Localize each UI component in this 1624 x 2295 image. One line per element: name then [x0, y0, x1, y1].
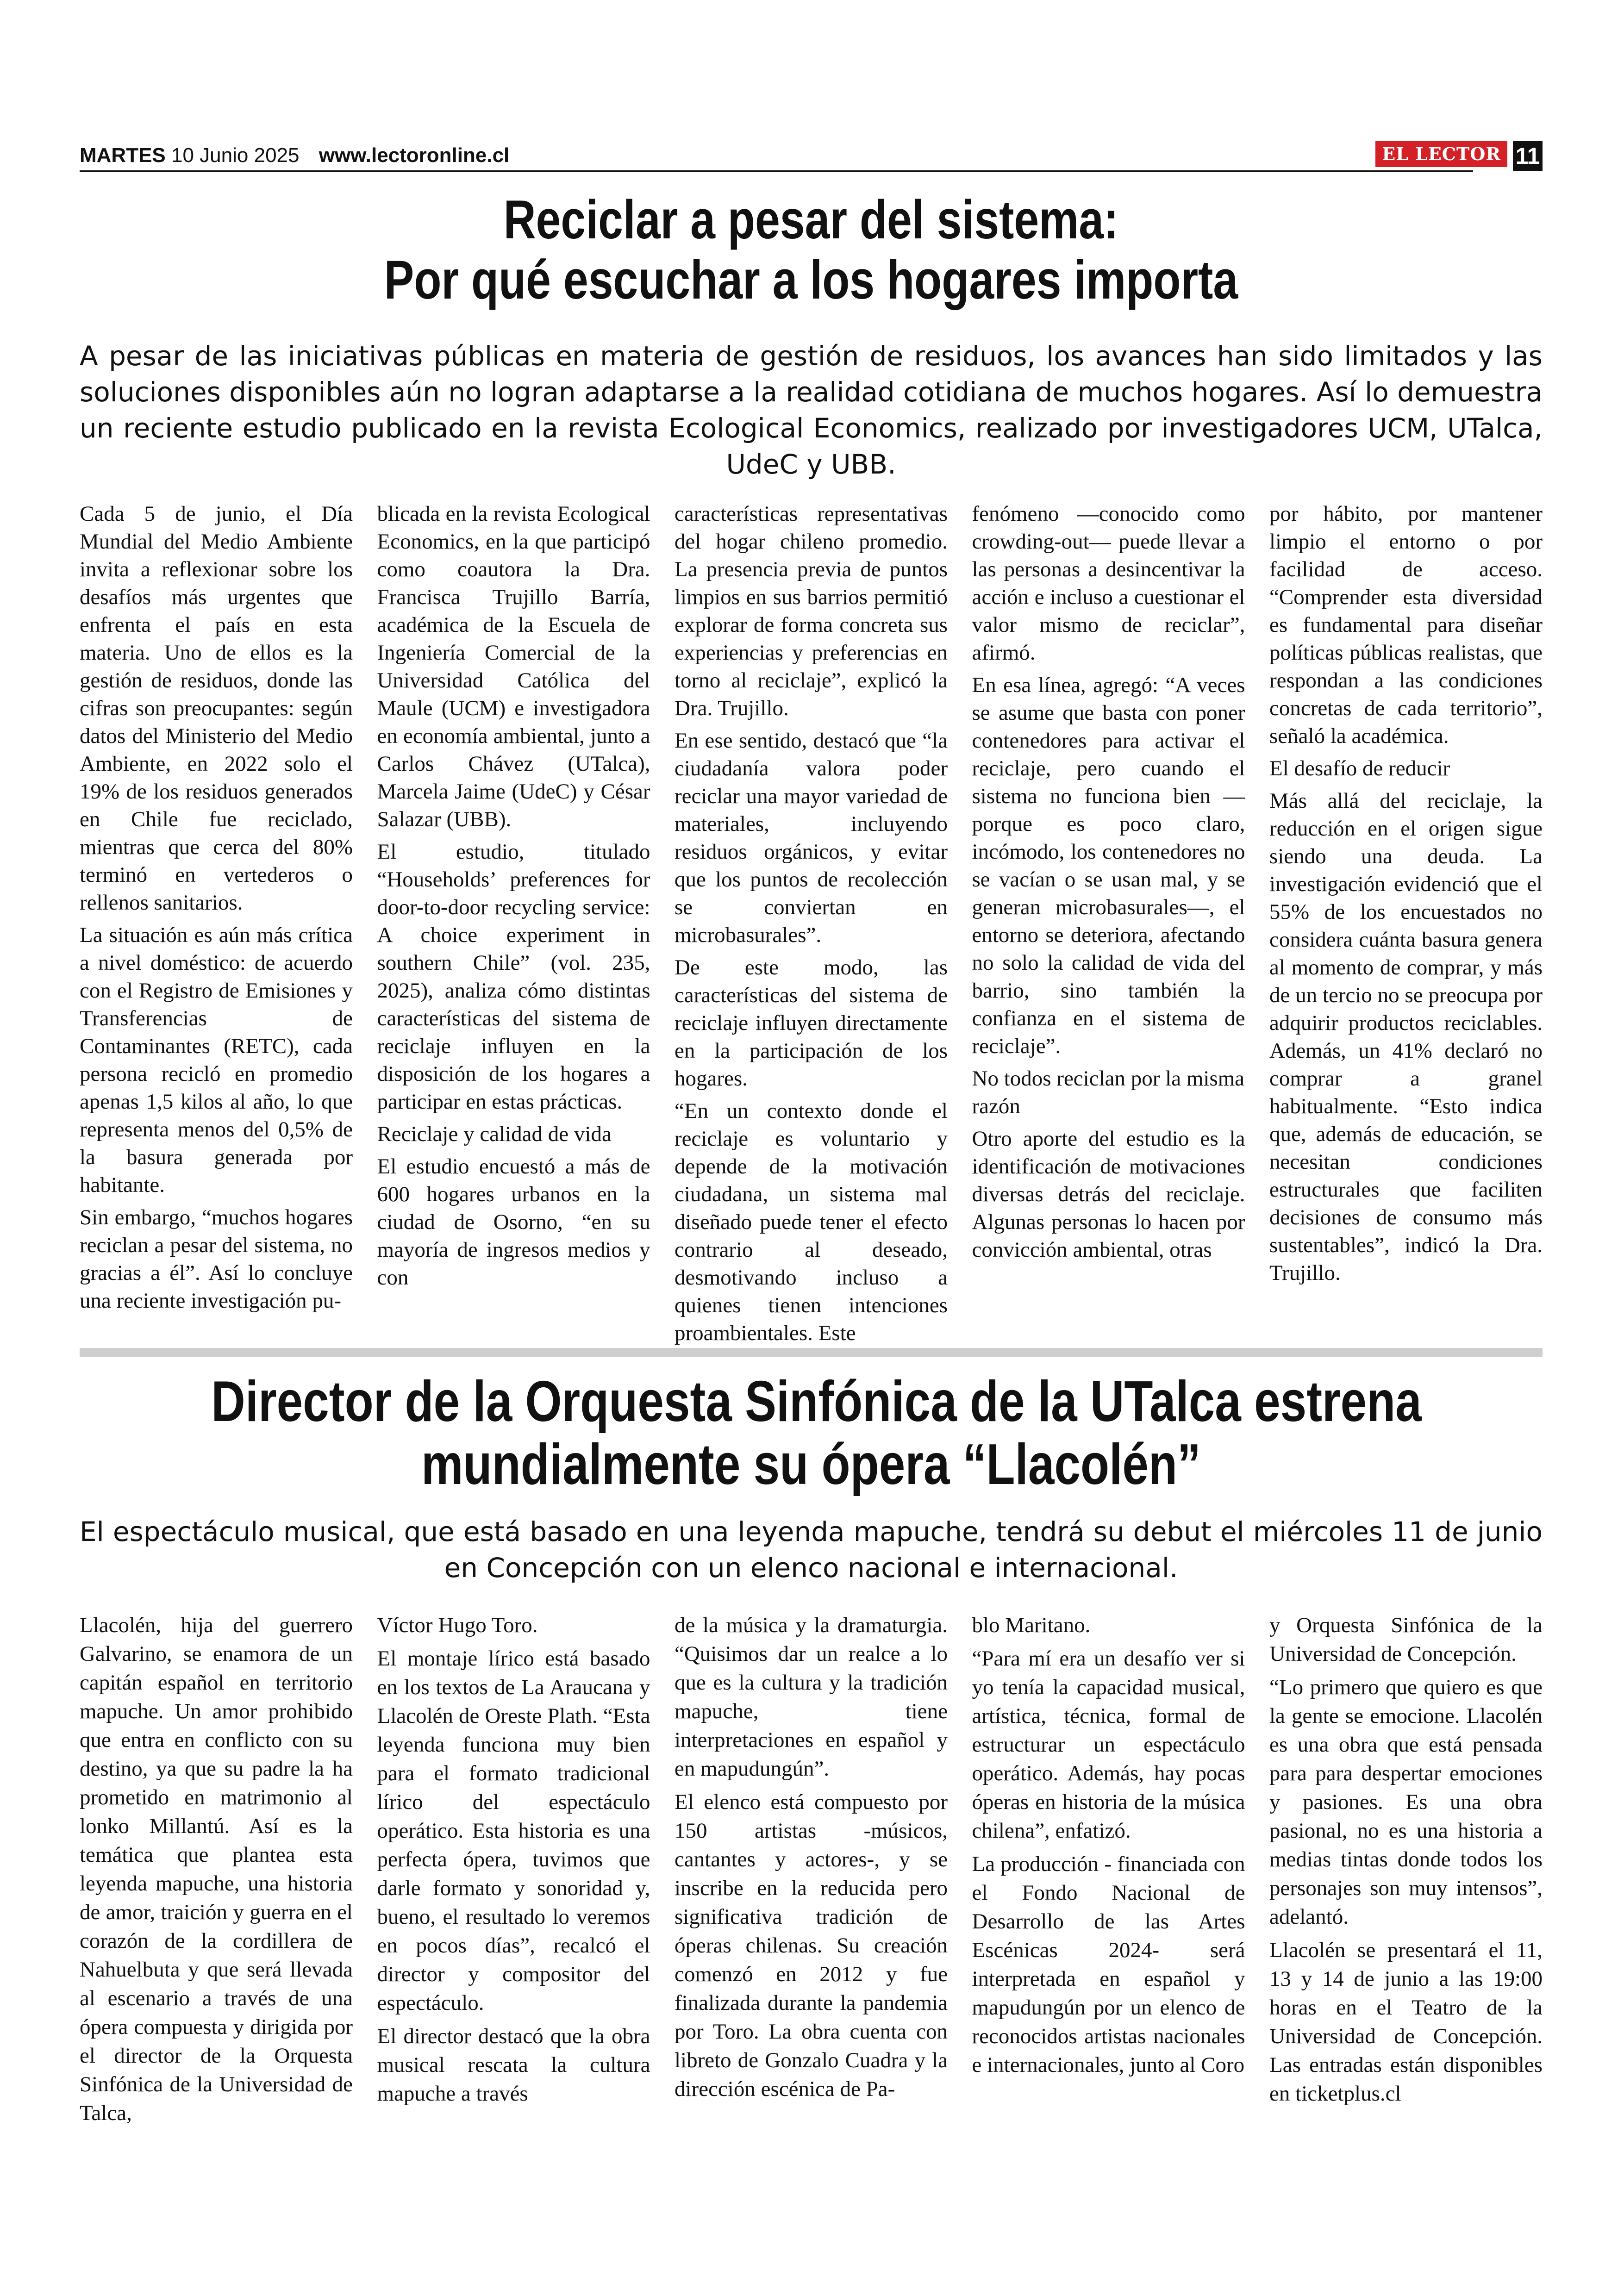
article2-column-5 — [1269, 1611, 1543, 2132]
paragraph: blicada en la revista Ecological Economics, en la que participó como coautora la Dra. Francisca Trujillo Barría, académica de la Escuela de Ingeniería Comercial de la Universidad Católica del Maule (UCM) e investigadora en economía ambiental, junto a Carlos Chávez (UTalca), Marcela Jaime (UdeC) y César Salazar (UBB). — [377, 502, 650, 831]
header-date: 10 Junio 2025 — [171, 144, 300, 167]
article2-body — [80, 1611, 1543, 2132]
article1-deck: A pesar de las iniciativas públicas en materia de gestión de residuos, los avances han sido limitados y las soluciones disponibles aún no logran adaptarse a la realidad cotidiana de muchos hogares. Así lo demuestra un reciente estudio publicado en la revista Ecological Economics, realizado por investigadores UCM, UTalca, UdeC y UBB. — [80, 340, 1543, 480]
paragraph: El elenco está compuesto por 150 artistas -músicos, cantantes y actores-, y se inscribe en la reducida pero significativa tradición de óperas chilenas. Su creación comenzó en 2012 y fue finalizada durante la pandemia por Toro. La obra cuenta con libreto de Gonzalo Cuadra y la dirección escénica de Pa- — [675, 1790, 948, 2101]
paragraph: El estudio, titulado “Households’ preferences for door-to-door recycling service: A choice experiment in southern Chile” (vol. 235, 2025), analiza cómo distintas características del sistema de reciclaje influyen en la disposición de los hogares a participar en estas prácticas. — [377, 840, 650, 1114]
article1-headline — [80, 190, 1543, 310]
paragraph: La situación es aún más crítica a nivel doméstico: de acuerdo con el Registro de Emisiones y Transferencias de Contaminantes (RETC), cada persona recicló en promedio apenas 1,5 kilos al año, lo que representa menos del 0,5% de la basura generada por habitante. — [80, 923, 353, 1197]
paragraph: Otro aporte del estudio es la identificación de motivaciones diversas detrás del reciclaje. Algunas personas lo hacen por convicción ambiental, otras — [972, 1127, 1245, 1262]
paragraph: de la música y la dramaturgia. “Quisimos dar un realce a lo que es la cultura y la tradición mapuche, tiene interpretaciones en español y en mapudungún”. — [675, 1613, 948, 1781]
article1-column-5 — [1269, 500, 1543, 1352]
header-day: MARTES — [80, 144, 166, 167]
subheading: El desafío de reducir — [1269, 756, 1450, 780]
paragraph: Víctor Hugo Toro. — [377, 1613, 538, 1637]
paragraph: fenómeno —conocido como crowding-out— puede llevar a las personas a desincentivar la acción e incluso a cuestionar el valor mismo de reciclar”, afirmó. — [972, 502, 1245, 665]
header-dateline — [80, 144, 509, 167]
article2-column-3 — [675, 1611, 948, 2132]
article1-headline-line1: Reciclar a pesar del sistema: — [503, 189, 1119, 250]
paragraph: y Orquesta Sinfónica de la Universidad de Concepción. — [1269, 1613, 1543, 1666]
paragraph: “Lo primero que quiero es que la gente se emocione. Llacolén es una obra que está pensada para para despertar emociones y pasiones. Es una obra pasional, no es una historia a medias tintas donde todos los personajes son muy intensos”, adelantó. — [1269, 1675, 1543, 1929]
article2-headline — [80, 1370, 1543, 1496]
page-header — [80, 141, 1543, 174]
header-website[interactable]: www.lectoronline.cl — [319, 144, 510, 167]
article1-column-3 — [675, 500, 948, 1352]
paragraph: por hábito, por mantener limpio el entorno o por facilidad de acceso. “Comprender esta diversidad es fundamental para diseñar políticas públicas realistas, que respondan a las condiciones concretas de cada territorio”, señaló la académica. — [1269, 502, 1543, 748]
article1-column-2 — [377, 500, 650, 1352]
article2-headline-line1: Director de la Orquesta Sinfónica de la UTalca estrena — [211, 1370, 1422, 1434]
paragraph: características representativas del hogar chileno promedio. La presencia previa de puntos limpios en sus barrios permitió explorar de forma concreta sus experiencias y preferencias en torno al reciclaje”, explicó la Dra. Trujillo. — [675, 502, 948, 720]
paragraph: La producción - financiada con el Fondo Nacional de Desarrollo de las Artes Escénicas 2024- será interpretada en español y mapudungún por un elenco de reconocidos artistas nacionales e internacionales, junto al Coro — [972, 1852, 1245, 2077]
newspaper-logo: EL LECTOR — [1375, 141, 1507, 167]
article-separator — [80, 1348, 1543, 1357]
paragraph: En ese sentido, destacó que “la ciudadanía valora poder reciclar una mayor variedad de materiales, incluyendo residuos orgánicos, y evitar que los puntos de recolección se conviertan en microbasurales”. — [675, 729, 948, 947]
paragraph: De este modo, las características del sistema de reciclaje influyen directamente en la participación de los hogares. — [675, 955, 948, 1091]
paragraph: El director destacó que la obra musical rescata la cultura mapuche a través — [377, 2024, 650, 2106]
article2-column-2 — [377, 1611, 650, 2132]
paragraph: “En un contexto donde el reciclaje es voluntario y depende de la motivación ciudadana, un sistema mal diseñado puede tener el efecto contrario al deseado, desmotivando incluso a quienes tienen intenciones proambientales. Este — [675, 1099, 948, 1345]
article2-headline-line2: mundialmente su ópera “Llacolén” — [421, 1433, 1201, 1497]
paragraph: blo Maritano. — [972, 1613, 1091, 1637]
paragraph: “Para mí era un desafío ver si yo tenía la capacidad musical, artística, técnica, formal de estructurar un espectáculo operático. Además, hay pocas óperas en historia de la música chilena”, enfatizó. — [972, 1646, 1245, 1843]
article2-deck: El espectáculo musical, que está basado en una leyenda mapuche, tendrá su debut el miércoles 11 de junio en Concepción con un elenco nacional e internacional. — [80, 1516, 1543, 1584]
paragraph: En esa línea, agregó: “A veces se asume que basta con poner contenedores para activar el reciclaje, pero cuando el sistema no funciona bien —porque es poco claro, incómodo, los contenedores no se vacían o se usan mal, y se generan microbasurales—, el entorno se deteriora, afectando no solo la calidad de vida del barrio, sino también la confianza en el sistema de reciclaje”. — [972, 673, 1245, 1058]
paragraph: El montaje lírico está basado en los textos de La Araucana y Llacolén de Oreste Plath. “Esta leyenda funciona muy bien para el formato tradicional lírico del espectáculo operático. Esta historia es una perfecta ópera, tuvimos que darle formato y sonoridad y, bueno, el resultado lo veremos en pocos días”, recalcó el director y compositor del espectáculo. — [377, 1646, 650, 2015]
paragraph: Sin embargo, “muchos hogares reciclan a pesar del sistema, no gracias a él”. Así lo concluye una reciente investigación pu- — [80, 1205, 353, 1313]
article2-column-4 — [972, 1611, 1245, 2132]
article2-column-1 — [80, 1611, 353, 2132]
paragraph: Más allá del reciclaje, la reducción en el origen sigue siendo una deuda. La investigación evidenció que el 55% de los encuestados no considera cuánta basura genera al momento de comprar, y más de un tercio no se preocupa por adquirir productos reciclables. Además, un 41% declaró no comprar a granel habitualmente. “Esto indica que, además de educación, se necesitan condiciones estructurales que faciliten decisiones de consumo más sustentables”, indicó la Dra. Trujillo. — [1269, 789, 1543, 1285]
article1-column-4 — [972, 500, 1245, 1352]
header-rule — [80, 170, 1473, 172]
article1-headline-line2: Por qué escuchar a los hogares importa — [384, 249, 1238, 311]
paragraph: Llacolén se presentará el 11, 13 y 14 de junio a las 19:00 horas en el Teatro de la Universidad de Concepción. Las entradas están disponibles en ticketplus.cl — [1269, 1938, 1543, 2106]
paragraph: El estudio encuestó a más de 600 hogares urbanos en la ciudad de Osorno, “en su mayoría de ingresos medios y con — [377, 1154, 650, 1290]
subheading: Reciclaje y calidad de vida — [377, 1122, 612, 1146]
page-number: 11 — [1513, 141, 1543, 171]
paragraph: Cada 5 de junio, el Día Mundial del Medio Ambiente invita a reflexionar sobre los desafíos más urgentes que enfrenta el país en esta materia. Uno de ellos es la gestión de residuos, donde las cifras son preocupantes: según datos del Ministerio del Medio Ambiente, en 2022 solo el 19% de los residuos generados en Chile fue reciclado, mientras que cerca del 80% terminó en vertederos o rellenos sanitarios. — [80, 502, 353, 915]
subheading: No todos reciclan por la misma razón — [972, 1066, 1245, 1118]
paragraph: Llacolén, hija del guerrero Galvarino, se enamora de un capitán español en territorio mapuche. Un amor prohibido que entra en conflicto con su destino, ya que su padre la ha prometido en matrimonio al lonko Millantú. Así es la temática que plantea esta leyenda mapuche, una historia de amor, traición y guerra en el corazón de la cordillera de Nahuelbuta y que será llevada al escenario a través de una ópera compuesta y dirigida por el director de la Orquesta Sinfónica de la Universidad de Talca, — [80, 1613, 353, 2125]
article1-column-1 — [80, 500, 353, 1352]
article1-body — [80, 500, 1543, 1352]
